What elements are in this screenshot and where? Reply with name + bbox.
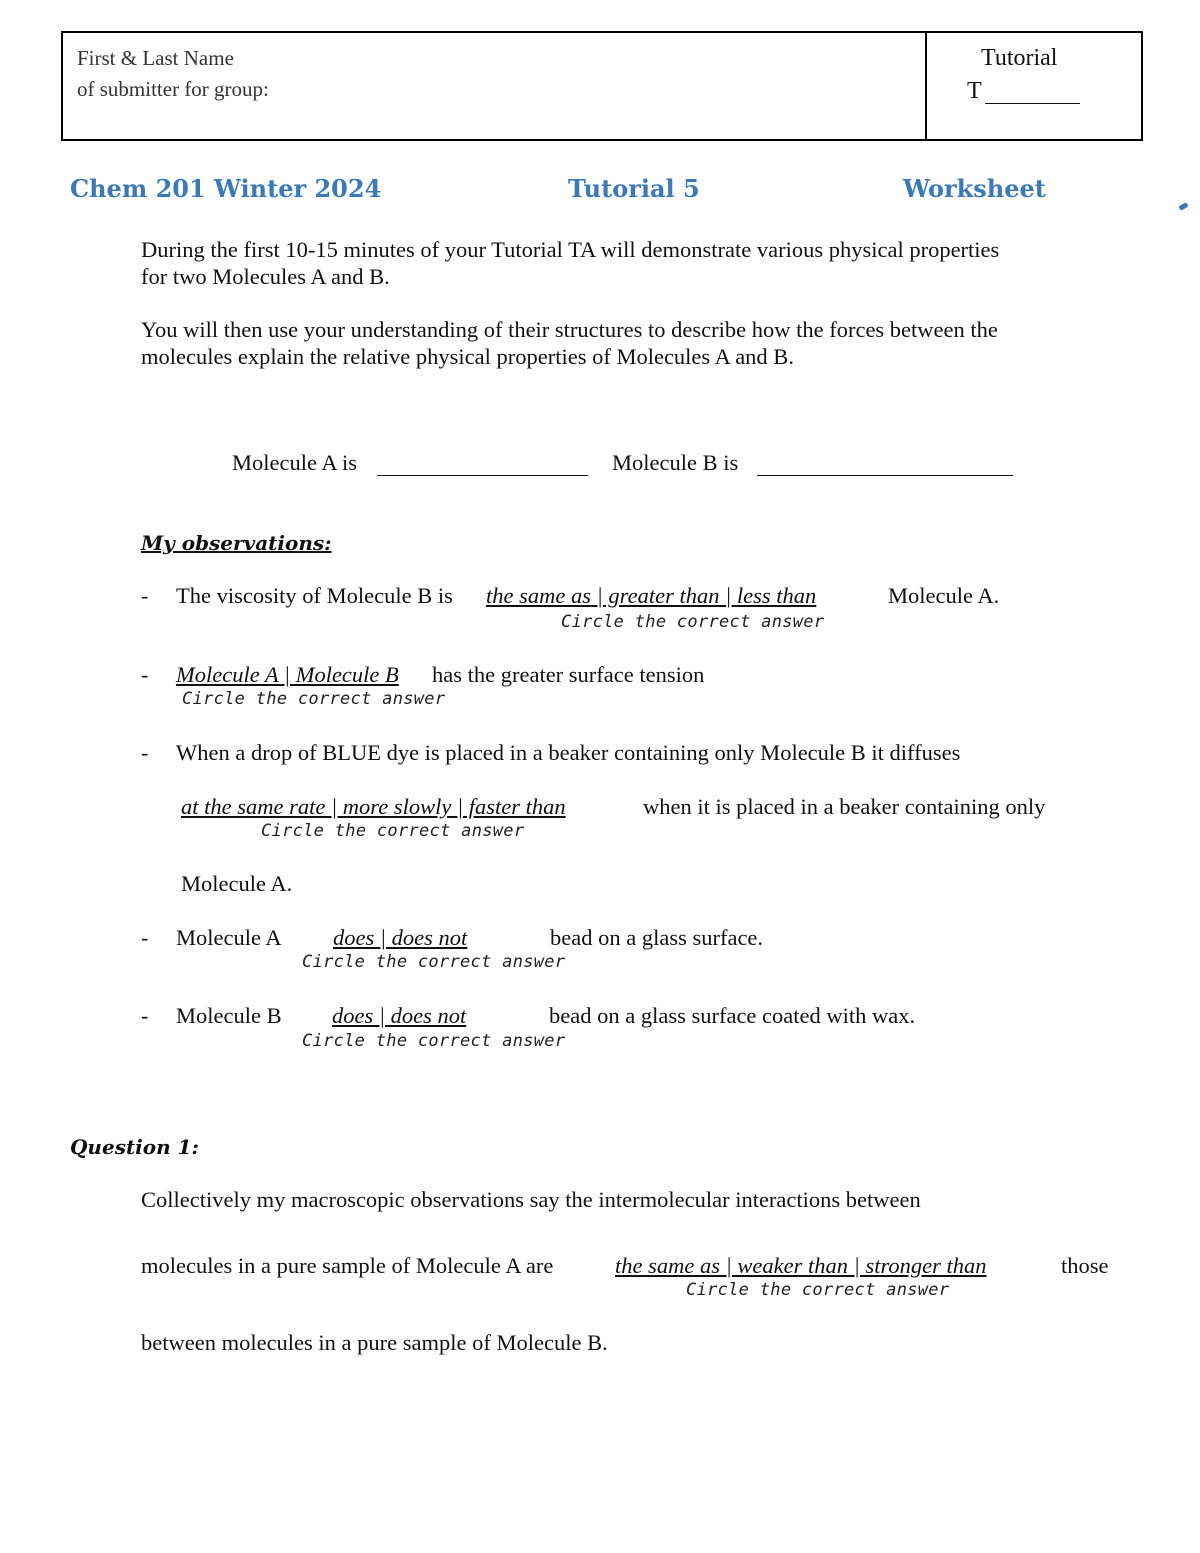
- name-label-line1: First & Last Name: [77, 46, 234, 70]
- tutorial-title: Tutorial 5: [568, 174, 700, 203]
- bullet-dash: -: [141, 583, 149, 608]
- submitter-header-box: [61, 31, 1143, 141]
- header-divider: [925, 33, 927, 139]
- bullet-dash: -: [141, 1003, 149, 1028]
- question-1-line3: between molecules in a pure sample of Molecule B.: [141, 1330, 608, 1355]
- intro-p1-line2: for two Molecules A and B.: [141, 264, 390, 289]
- course-title: Chem 201 Winter 2024: [70, 174, 382, 203]
- observation-3-end: Molecule A.: [181, 871, 293, 896]
- intro-p2-line2: molecules explain the relative physical properties of Molecules A and B.: [141, 344, 794, 369]
- question-1-line2-text: molecules in a pure sample of Molecule A are: [141, 1253, 554, 1278]
- observation-1-tail: Molecule A.: [888, 583, 1000, 608]
- tutorial-label: Tutorial: [981, 45, 1058, 71]
- observation-3-text: When a drop of BLUE dye is placed in a beaker containing only Molecule B it diffuses: [176, 740, 961, 765]
- bullet-dash: -: [141, 740, 149, 765]
- circle-hint: Circle the correct answer: [302, 1031, 566, 1051]
- observation-2-choices[interactable]: Molecule A | Molecule B: [176, 662, 399, 687]
- molecule-a-label: Molecule A is: [232, 450, 357, 475]
- circle-hint: Circle the correct answer: [261, 821, 525, 841]
- intro-p1-line1: During the first 10-15 minutes of your Tutorial TA will demonstrate various physical properties: [141, 237, 1000, 262]
- observation-4-tail: bead on a glass surface.: [550, 925, 764, 950]
- bullet-dash: -: [141, 925, 149, 950]
- circle-hint: Circle the correct answer: [302, 952, 566, 972]
- observation-5-tail: bead on a glass surface coated with wax.: [549, 1003, 916, 1028]
- molecule-b-label: Molecule B is: [612, 450, 739, 475]
- question-1-line1: Collectively my macroscopic observations say the intermolecular interactions between: [141, 1187, 921, 1212]
- question-1-heading: Question 1:: [70, 1135, 199, 1159]
- observation-5-text: Molecule B: [176, 1003, 282, 1028]
- name-label-line2: of submitter for group:: [77, 77, 269, 101]
- intro-p2-line1: You will then use your understanding of their structures to describe how the forces between the: [141, 317, 998, 342]
- observation-3-choices[interactable]: at the same rate | more slowly | faster than: [181, 794, 566, 819]
- circle-hint: Circle the correct answer: [182, 689, 446, 709]
- observation-4-choices[interactable]: does | does not: [333, 925, 468, 950]
- tutorial-prefix: T: [967, 78, 982, 104]
- observations-heading: My observations:: [141, 531, 332, 555]
- circle-hint: Circle the correct answer: [686, 1280, 950, 1300]
- molecule-a-blank[interactable]: [377, 475, 588, 476]
- question-1-line2-tail: those: [1061, 1253, 1109, 1278]
- pen-mark: [1178, 202, 1188, 211]
- molecule-b-blank[interactable]: [757, 475, 1013, 476]
- circle-hint: Circle the correct answer: [561, 612, 825, 632]
- observation-4-text: Molecule A: [176, 925, 282, 950]
- observation-1-text: The viscosity of Molecule B is: [176, 583, 453, 608]
- question-1-choices[interactable]: the same as | weaker than | stronger than: [615, 1253, 987, 1278]
- observation-5-choices[interactable]: does | does not: [332, 1003, 467, 1028]
- worksheet-title: Worksheet: [903, 174, 1046, 203]
- tutorial-number-blank[interactable]: [985, 103, 1080, 104]
- bullet-dash: -: [141, 662, 149, 687]
- observation-2-tail: has the greater surface tension: [432, 662, 705, 687]
- observation-3-tail: when it is placed in a beaker containing only: [643, 794, 1046, 819]
- observation-1-choices[interactable]: the same as | greater than | less than: [486, 583, 817, 608]
